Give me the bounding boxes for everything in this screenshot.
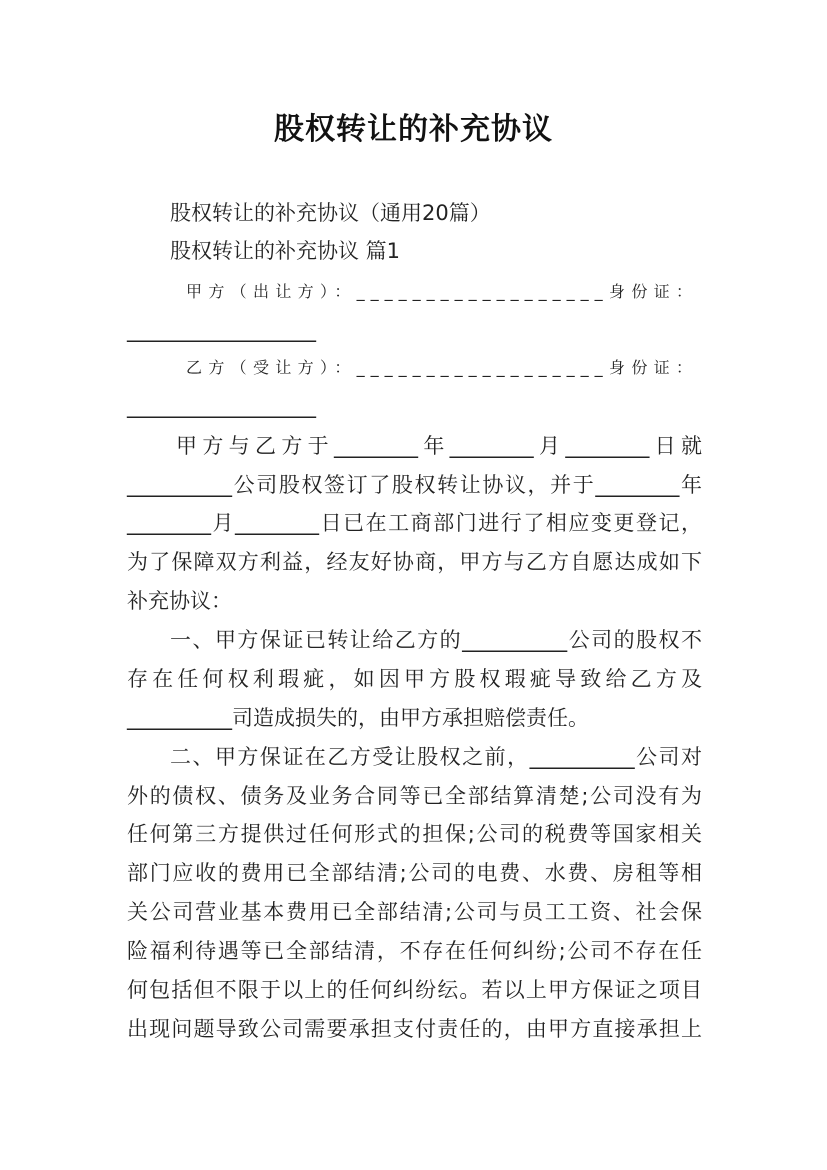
paragraph-line: 为了保障双方利益，经友好协商，甲方与乙方自愿达成如下 — [127, 550, 702, 574]
clause-2-line: 外的债权、债务及业务合同等已全部结算清楚;公司没有为 — [127, 784, 702, 808]
paragraph-line: ________月________日已在工商部门进行了相应变更登记， — [127, 511, 702, 535]
clause-2-line: 关公司营业基本费用已全部结清;公司与员工工资、社会保 — [127, 900, 702, 924]
clause-2-line: 二、甲方保证在乙方受让股权之前，__________公司对 — [170, 745, 702, 769]
subtitle-line: 股权转让的补充协议（通用20篇） — [170, 201, 491, 225]
party-a-id-blank: __________________ — [127, 318, 316, 342]
section-heading: 股权转让的补充协议 篇1 — [170, 239, 401, 263]
document-title: 股权转让的补充协议 — [274, 112, 553, 147]
clause-2-line: 出现问题导致公司需要承担支付责任的，由甲方直接承担上 — [127, 1017, 702, 1041]
clause-1-line: 一、甲方保证已转让给乙方的__________公司的股权不 — [170, 628, 702, 652]
paragraph-line: __________公司股权签订了股权转让协议，并于________年 — [127, 473, 702, 497]
clause-2-line: 险福利待遇等已全部结清，不存在任何纠纷;公司不存在任 — [127, 939, 702, 963]
clause-2-line: 何包括但不限于以上的任何纠纷纭。若以上甲方保证之项目 — [127, 978, 702, 1002]
party-b-id-blank: __________________ — [127, 394, 316, 418]
clause-2-line: 任何第三方提供过任何形式的担保;公司的税费等国家相关 — [127, 822, 702, 846]
clause-2-line: 部门应收的费用已全部结清;公司的电费、水费、房租等相 — [127, 861, 702, 885]
clause-1-line: 存在任何权利瑕疵，如因甲方股权瑕疵导致给乙方及 — [127, 667, 702, 691]
paragraph-line: 补充协议： — [127, 589, 232, 613]
paragraph-line: 甲方与乙方于________年________月________日就 — [176, 434, 702, 458]
party-b-line: 乙方（受让方）：__________________身份证： — [186, 358, 698, 377]
clause-1-line: __________司造成损失的，由甲方承担赔偿责任。 — [127, 706, 589, 730]
party-a-line: 甲方（出让方）：__________________身份证： — [186, 282, 698, 301]
